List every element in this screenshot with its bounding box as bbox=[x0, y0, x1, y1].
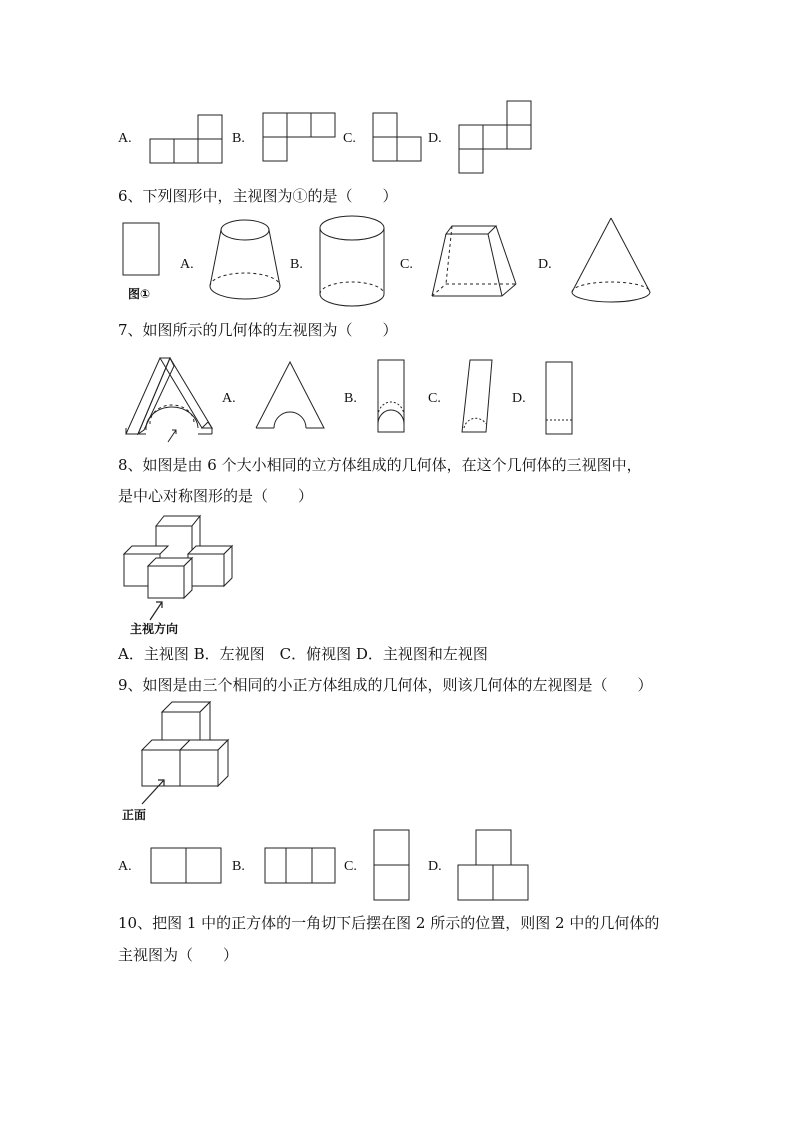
q6-option-d-label: D. bbox=[538, 257, 552, 272]
q7-option-c-label: C. bbox=[428, 391, 441, 406]
q6-option-d-cone bbox=[570, 214, 654, 306]
q8-stem-line1: 8、如图是由 6 个大小相同的立方体组成的几何体，在这个几何体的三视图中， bbox=[118, 456, 642, 474]
q5-option-c-label: C. bbox=[343, 131, 356, 146]
q9-option-d-figure bbox=[456, 828, 532, 904]
q5-option-a-figure bbox=[150, 114, 225, 164]
q6-option-a-label: A. bbox=[180, 257, 194, 272]
q9-option-a-label: A. bbox=[118, 859, 132, 874]
q7-option-b-label: B. bbox=[344, 391, 357, 406]
q7-option-c-figure bbox=[456, 358, 496, 436]
q7-option-b-figure bbox=[374, 358, 410, 436]
q5-option-a-label: A. bbox=[118, 131, 132, 146]
q10-stem-line2: 主视图为（ ） bbox=[118, 946, 239, 964]
q7-option-d-label: D. bbox=[512, 391, 526, 406]
q8-cubes-figure bbox=[120, 512, 240, 622]
q6-figure-label: 图① bbox=[128, 287, 151, 301]
q7-option-a-figure bbox=[254, 358, 328, 432]
q5-option-c-figure bbox=[372, 112, 424, 164]
q6-option-a-frustum bbox=[208, 216, 284, 306]
q9-stem: 9、如图是由三个相同的小正方体组成的几何体，则该几何体的左视图是（ ） bbox=[118, 676, 653, 694]
q5-option-d-label: D. bbox=[428, 131, 442, 146]
q7-option-a-label: A. bbox=[222, 391, 236, 406]
q9-option-c-figure bbox=[372, 828, 412, 904]
q8-stem-line2: 是中心对称图形的是（ ） bbox=[118, 487, 314, 505]
q9-option-b-label: B. bbox=[232, 859, 245, 874]
q7-option-d-figure bbox=[542, 360, 576, 436]
q9-option-c-label: C. bbox=[344, 859, 357, 874]
q8-choices: A．主视图 B．左视图 C．俯视图 D．主视图和左视图 bbox=[118, 645, 488, 663]
q9-option-d-label: D. bbox=[428, 859, 442, 874]
q9-option-a-figure bbox=[150, 846, 224, 886]
q5-option-b-label: B. bbox=[232, 131, 245, 146]
q6-figure-1 bbox=[122, 222, 162, 278]
q5-option-d-figure bbox=[457, 100, 533, 176]
q10-stem-line1: 10、把图 1 中的正方体的一角切下后摆在图 2 所示的位置，则图 2 中的几何体的 bbox=[118, 914, 660, 932]
q9-option-b-figure bbox=[264, 846, 338, 886]
q5-option-b-figure bbox=[262, 112, 337, 164]
q7-stem: 7、如图所示的几何体的左视图为（ ） bbox=[118, 321, 398, 339]
q9-cubes-figure bbox=[124, 698, 236, 808]
q6-option-b-cylinder bbox=[318, 214, 388, 312]
q6-option-c-prism-frustum bbox=[430, 222, 520, 300]
q6-option-b-label: B. bbox=[290, 257, 303, 272]
q7-solid-figure bbox=[124, 352, 220, 444]
q9-figure-label: 正面 bbox=[122, 808, 147, 822]
q6-option-c-label: C. bbox=[400, 257, 413, 272]
q8-figure-label: 主视方向 bbox=[130, 622, 179, 636]
q6-stem: 6、下列图形中，主视图为①的是（ ） bbox=[118, 187, 398, 205]
